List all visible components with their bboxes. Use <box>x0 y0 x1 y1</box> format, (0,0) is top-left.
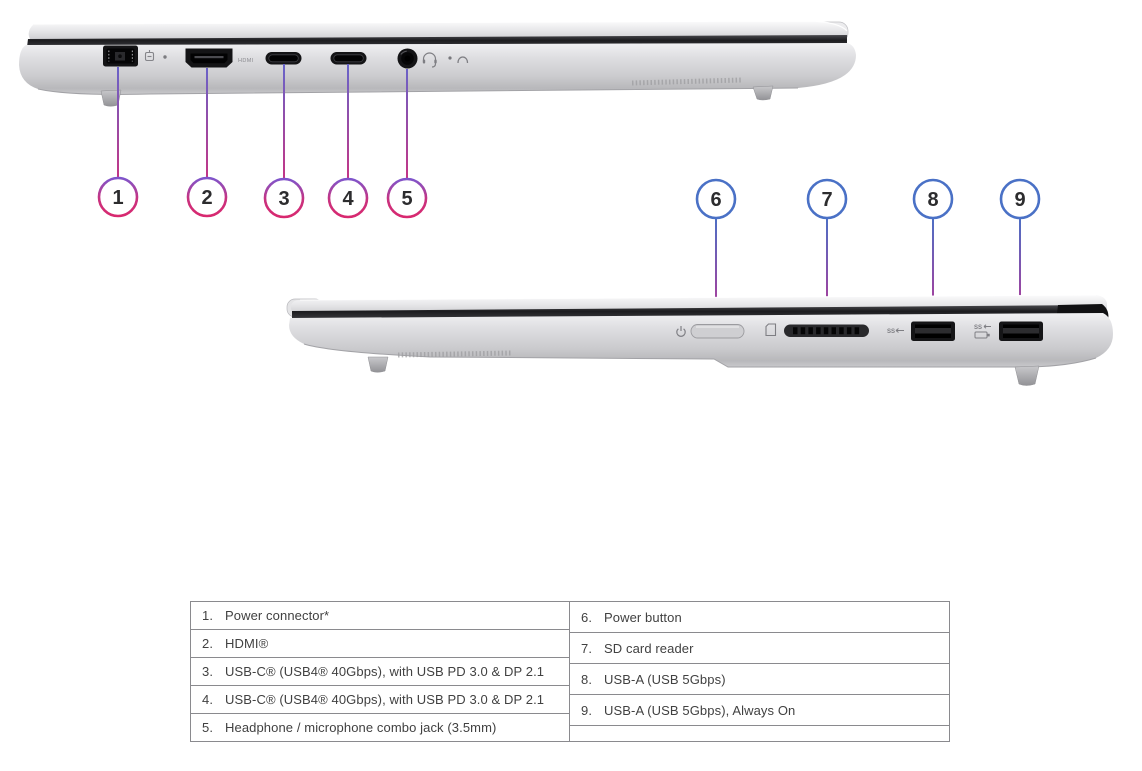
legend-num: 8. <box>581 671 593 687</box>
legend-num: 3. <box>202 664 214 679</box>
callout-number: 1 <box>112 187 124 209</box>
rubber-foot <box>1015 366 1039 386</box>
legend-row-6 <box>570 602 949 633</box>
hdmi-label: HDMI <box>238 58 254 64</box>
usb-a-port-9 <box>999 322 1043 342</box>
hdmi-port <box>186 49 233 68</box>
legend-row-7 <box>570 633 949 664</box>
legend-row-9 <box>570 695 949 726</box>
power-button <box>691 325 744 339</box>
callout-number: 5 <box>401 188 413 210</box>
sd-card-slot <box>784 325 869 338</box>
power-connector-port <box>103 46 138 67</box>
status-led <box>448 56 451 59</box>
callout-number: 7 <box>821 189 833 211</box>
legend-num: 9. <box>581 702 593 718</box>
legend-label: USB-A (USB 5Gbps) <box>604 671 726 687</box>
legend-row-2 <box>191 630 569 658</box>
battery-led <box>163 55 166 58</box>
callout-number: 4 <box>342 188 354 210</box>
legend-num: 4. <box>202 692 214 707</box>
legend-label: USB-C® (USB4® 40Gbps), with USB PD 3.0 & DP 2.1 <box>225 664 545 679</box>
base-chassis <box>19 43 856 94</box>
legend-label: HDMI® <box>225 636 269 651</box>
legend-label: USB-C® (USB4® 40Gbps), with USB PD 3.0 & DP 2.1 <box>225 692 545 707</box>
legend-label: Power connector* <box>225 608 330 623</box>
legend-row-3 <box>191 658 569 686</box>
legend-row-8 <box>570 664 949 695</box>
legend-column-right <box>570 602 949 741</box>
audio-jack-port <box>398 49 418 69</box>
usb-a-port-8 <box>911 322 955 342</box>
svg-text:SS: SS <box>887 329 896 335</box>
svg-text:SS: SS <box>974 325 983 331</box>
legend-num: 5. <box>202 720 214 735</box>
laptop-right-side-view <box>287 295 1113 386</box>
legend-row-4 <box>191 686 569 714</box>
callout-number: 9 <box>1014 189 1026 211</box>
legend-label: Headphone / microphone combo jack (3.5mm) <box>225 720 497 735</box>
legend-num: 7. <box>581 640 593 656</box>
legend-row-1 <box>191 602 569 630</box>
usb-c-port-4 <box>331 52 367 65</box>
legend-label: USB-A (USB 5Gbps), Always On <box>604 702 796 718</box>
usb-c-port-3 <box>266 52 302 65</box>
laptop-left-side-view <box>19 21 856 106</box>
legend-label: SD card reader <box>604 640 694 656</box>
legend-row-empty <box>570 726 949 741</box>
rubber-foot <box>753 86 773 100</box>
legend-num: 6. <box>581 609 593 625</box>
callout-number: 6 <box>710 189 722 211</box>
ports-legend-table <box>190 601 950 742</box>
legend-row-5 <box>191 714 569 741</box>
callout-number: 2 <box>201 187 213 209</box>
rubber-foot <box>368 357 388 372</box>
callout-number: 8 <box>927 189 939 211</box>
legend-num: 2. <box>202 636 214 651</box>
legend-column-left <box>191 602 570 741</box>
legend-num: 1. <box>202 608 214 623</box>
callout-number: 3 <box>278 188 290 210</box>
legend-label: Power button <box>604 609 682 625</box>
